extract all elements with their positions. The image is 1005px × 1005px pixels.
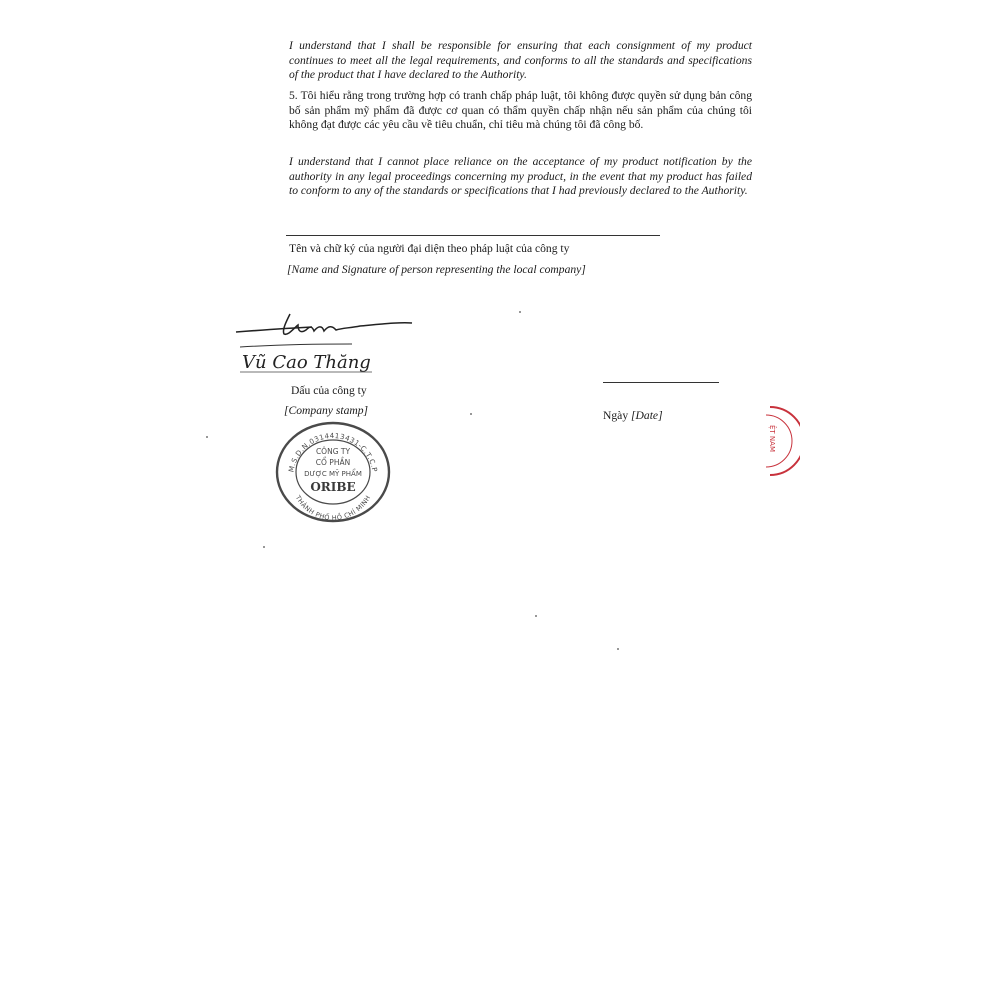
scan-speck [470,413,472,415]
signature-label-vn: Tên và chữ ký của người đại diện theo pháp luật của công ty [289,242,570,255]
signature-label-en: [Name and Signature of person representing the local company] [287,263,586,276]
handwritten-signature [232,308,422,380]
date-label [603,409,663,422]
company-stamp [270,420,396,524]
stamp-label-vn: Dấu của công ty [291,384,367,397]
signer-name: Vũ Cao Thăng [242,352,371,373]
red-stamp-text: ỆT NAM [768,425,776,452]
stamp-label-en: [Company stamp] [284,404,369,417]
stamp-ring-top: M.S.D.N.0314413431-C.T.C.P [287,431,379,473]
scan-speck [535,615,537,617]
declaration-paragraph-en-1: I understand that I shall be responsible for ensuring that each consignment of my product continues to meet all the legal requirements, and conforms to all the standards and specifications of the product that I have declared to the Authority. [289,39,752,82]
stamp-line-2: CỔ PHẦN [315,458,351,467]
stamp-ring-bottom: THÀNH PHỐ HỒ CHÍ MINH [293,493,373,523]
declaration-paragraph-en-2: I understand that I cannot place reliance on the acceptance of my product notification by the authority in any legal proceedings concerning my product, in the event that my product has failed to conform to any of the standards or specifications that I had previously declared to the Authority. [289,155,752,198]
date-label-en: [Date] [631,409,663,422]
svg-text:THÀNH PHỐ HỒ CHÍ MINH [293,493,372,522]
stamp-line-1: CÔNG TY [315,447,351,456]
scan-speck [263,546,265,548]
declaration-paragraph-vn-5: 5. Tôi hiểu rằng trong trường hợp có tranh chấp pháp luật, tôi không được quyền sử dụng bản công bố sản phẩm mỹ phẩm đã được cơ quan có thẩm quyền chấp nhận nếu sản phẩm của chúng tôi không đạt được các yêu cầu về tiêu chuẩn, chỉ tiêu mà chúng tôi đã công bố. [289,89,752,132]
signature-divider [286,235,660,236]
stamp-line-3: DƯỢC MỸ PHẨM [304,470,362,478]
scan-speck [617,648,619,650]
date-divider [603,382,719,383]
partial-red-stamp [760,403,800,479]
date-label-vn: Ngày [603,409,629,422]
scan-speck [206,436,208,438]
stamp-line-4: ORIBE [310,480,356,494]
scan-speck [519,311,521,313]
